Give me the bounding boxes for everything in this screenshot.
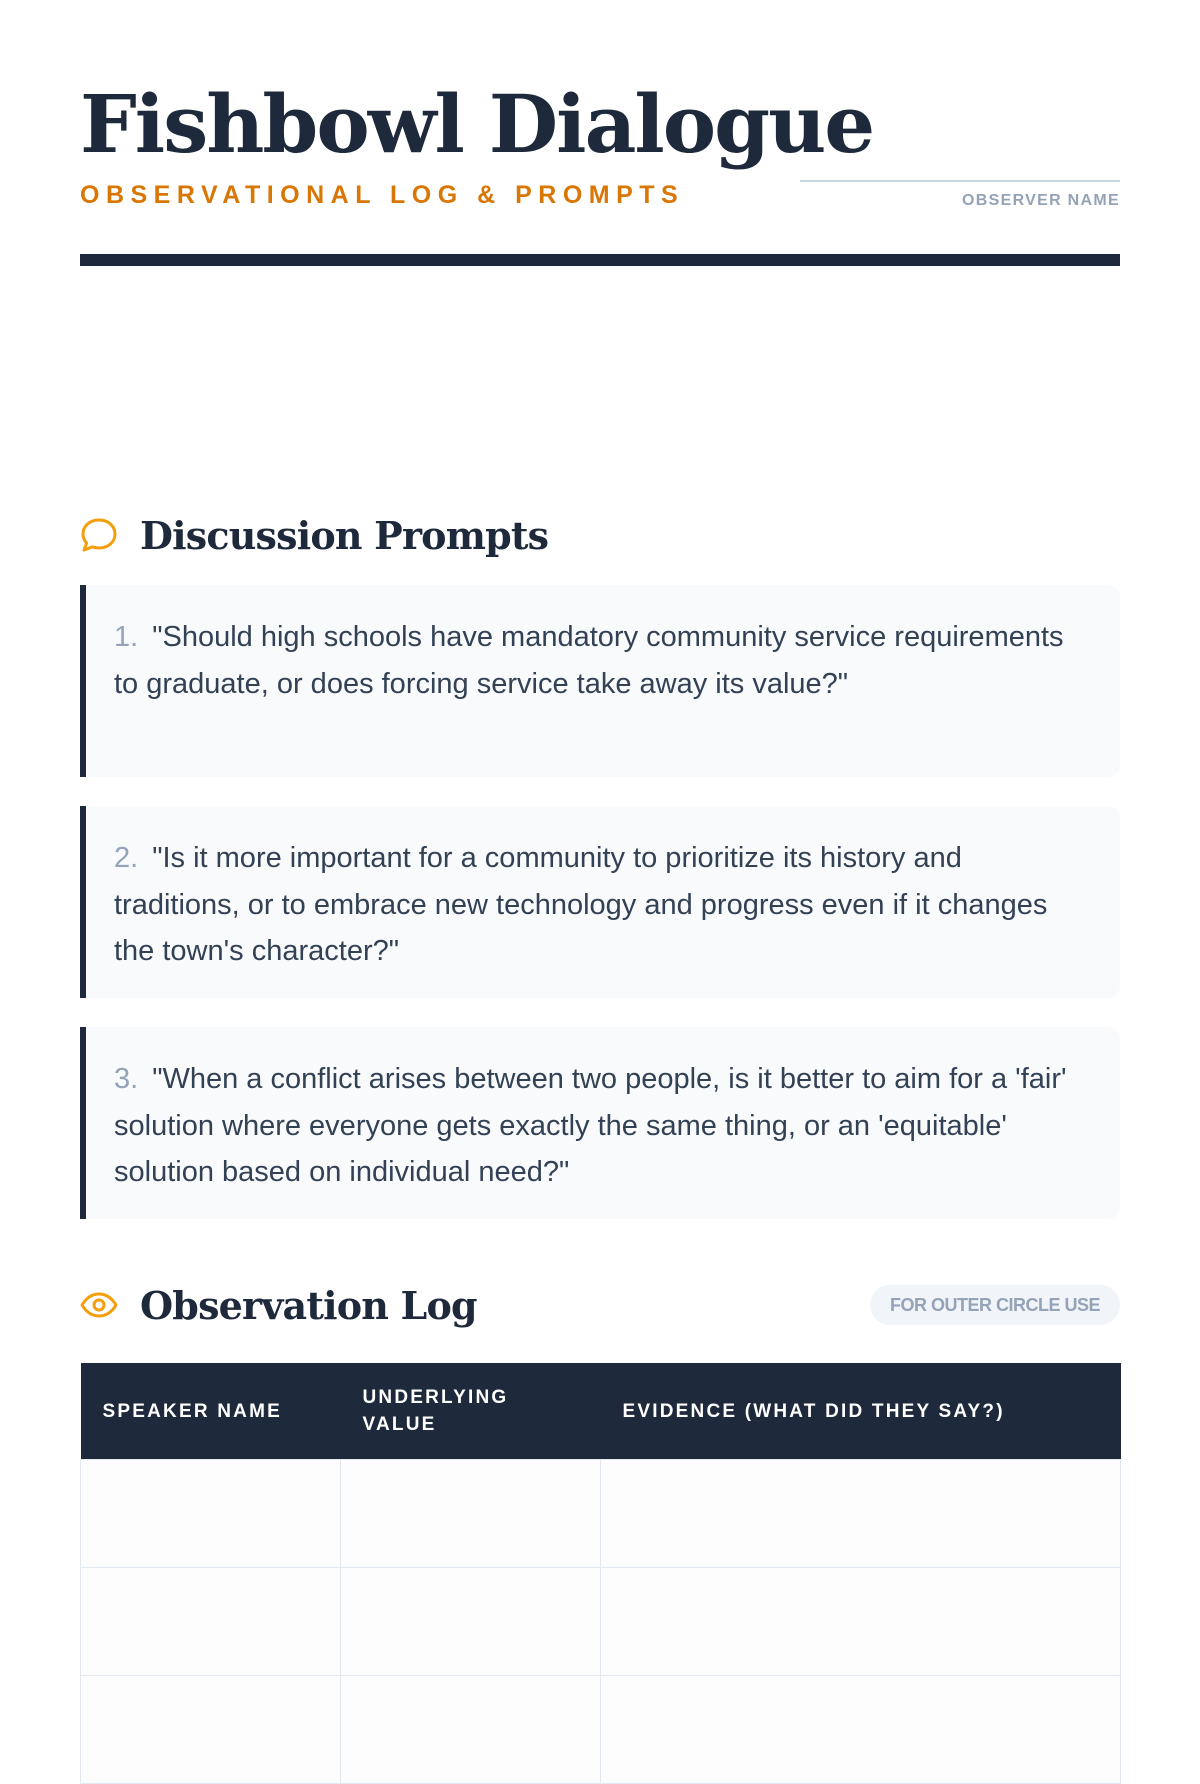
page-title: Fishbowl Dialogue [80,77,874,171]
discussion-prompts-title: Discussion Prompts [140,512,549,558]
evidence-cell[interactable] [601,1568,1121,1676]
page-subtitle: OBSERVATIONAL LOG & PROMPTS [80,181,685,209]
underlying-value-cell[interactable] [341,1676,601,1784]
table-row [81,1568,1121,1676]
column-header-underlying-value: UNDERLYING VALUE [341,1363,601,1460]
underlying-value-cell[interactable] [341,1568,601,1676]
observer-name-line[interactable] [800,180,1120,182]
column-header-speaker-name: SPEAKER NAME [81,1363,341,1460]
column-header-evidence: EVIDENCE (WHAT DID THEY SAY?) [601,1363,1121,1460]
prompt-list [80,585,1120,1219]
table-row [81,1676,1121,1784]
prompt-number: 3. [114,1063,139,1095]
table-row [81,1460,1121,1568]
prompt-card [80,1027,1120,1219]
prompt-number: 2. [114,842,139,874]
speaker-name-cell[interactable] [81,1676,341,1784]
underlying-value-cell[interactable] [341,1460,601,1568]
discussion-prompts-section [80,510,1120,1219]
header-divider [80,254,1120,266]
evidence-cell[interactable] [601,1676,1121,1784]
eye-icon [80,1286,118,1324]
speaker-name-cell[interactable] [81,1460,341,1568]
observation-log-header [80,1280,1120,1330]
prompt-number: 1. [114,621,139,653]
speaker-name-cell[interactable] [81,1568,341,1676]
prompt-text: "When a conflict arises between two people, is it better to aim for a 'fair' solution where everyone gets exactly the same thing, or an 'equitable' solution based on individual need?" [114,1063,1067,1188]
observer-name-label: OBSERVER NAME [962,192,1120,209]
prompt-card [80,585,1120,777]
discussion-prompts-header [80,510,1120,560]
evidence-cell[interactable] [601,1460,1121,1568]
header [80,77,1120,252]
outer-circle-badge: FOR OUTER CIRCLE USE [870,1285,1120,1325]
prompt-card [80,806,1120,998]
observation-log-section [80,1280,1120,1784]
speech-bubble-icon [80,516,118,554]
observation-log-table [80,1363,1121,1784]
table-header-row [81,1363,1121,1460]
observer-name-field[interactable] [800,180,1120,210]
prompt-text: "Should high schools have mandatory community service requirements to graduate, or does forcing service take away its value?" [114,621,1064,700]
prompt-text: "Is it more important for a community to prioritize its history and traditions, or to embrace new technology and progress even if it changes the town's character?" [114,842,1048,967]
observation-log-title: Observation Log [140,1282,477,1328]
